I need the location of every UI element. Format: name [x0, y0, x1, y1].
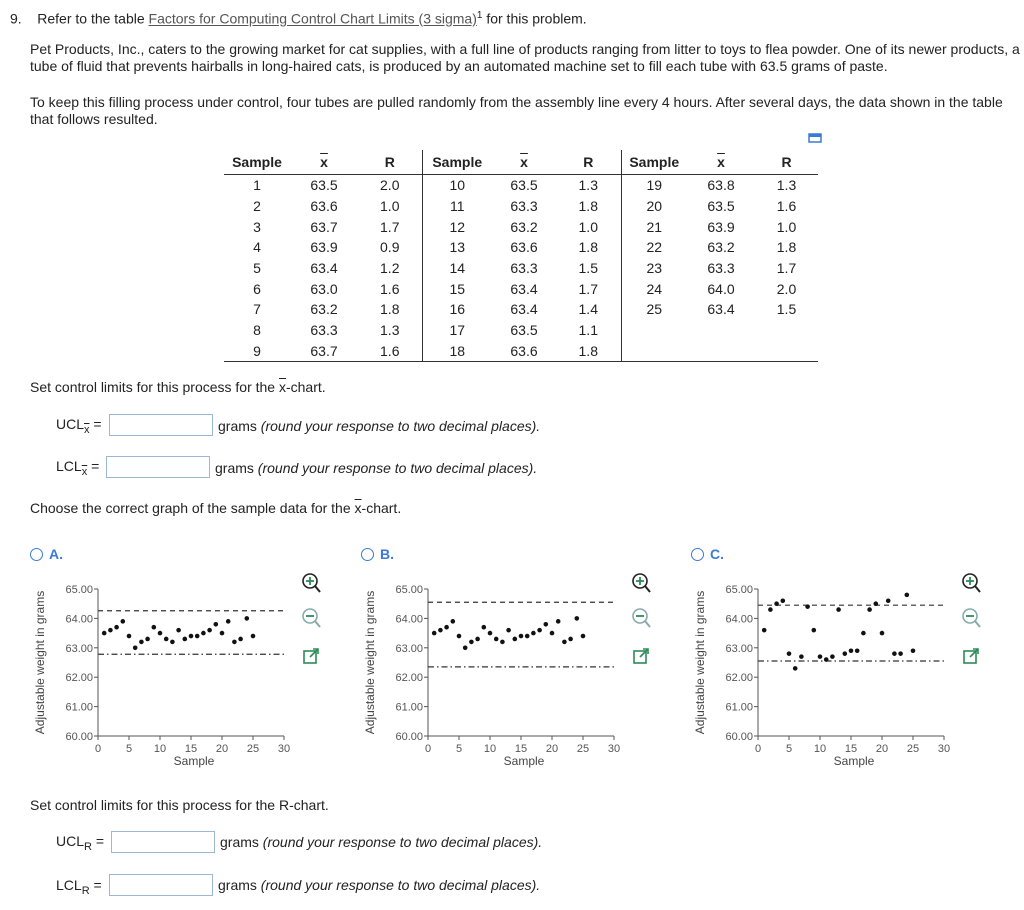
- data-point: [843, 651, 848, 656]
- open-new-window-icon[interactable]: [960, 645, 982, 667]
- copy-data-icon[interactable]: [808, 133, 822, 143]
- y-tick-label: 65.00: [725, 584, 753, 596]
- y-tick-label: 62.00: [395, 672, 423, 685]
- table-cell: 63.3: [510, 198, 538, 215]
- table-cell: 63.2: [707, 239, 735, 256]
- data-point: [774, 601, 779, 606]
- table-cell: 1.0: [776, 218, 797, 235]
- y-tick-label: 64.00: [725, 613, 753, 626]
- data-point: [898, 651, 903, 656]
- graph-prompt-post: -chart.: [361, 500, 402, 516]
- table-cell: 63.3: [707, 260, 735, 277]
- table-cell: 63.6: [310, 198, 338, 215]
- table-cell: 63.4: [310, 260, 338, 277]
- table-row: [224, 237, 818, 258]
- table-cell: 18: [422, 341, 492, 362]
- data-point: [812, 628, 817, 633]
- x-tick-label: 30: [277, 743, 291, 755]
- table-cell: 63.2: [310, 301, 338, 318]
- table-cell: 2: [253, 198, 261, 215]
- y-axis-label: Adjustable weight in grams: [693, 590, 707, 735]
- table-cell: 63.3: [510, 260, 538, 277]
- table-cell: 1.8: [556, 341, 621, 362]
- table-cell: 3: [253, 218, 261, 235]
- table-row: [224, 341, 818, 362]
- table-cell: 6: [253, 280, 261, 297]
- data-point: [849, 648, 854, 653]
- header-sample: Sample: [224, 150, 290, 175]
- x-tick-label: 15: [844, 743, 858, 755]
- ucl-x-unit: grams: [218, 418, 257, 434]
- data-point: [463, 646, 468, 651]
- lcl-x-unit: grams: [215, 460, 254, 476]
- table-cell: 19: [646, 177, 663, 194]
- graph-prompt: [30, 500, 401, 516]
- x-tick-label: 15: [184, 743, 198, 755]
- table-cell: 1.4: [556, 299, 621, 320]
- ucl-x-hint: [218, 418, 540, 434]
- ucl-x-label: [56, 416, 102, 436]
- table-cell: 1: [253, 177, 261, 194]
- table-cell: 4: [253, 239, 261, 256]
- table-cell: [621, 320, 687, 341]
- data-point: [475, 637, 480, 642]
- data-point: [544, 622, 549, 627]
- option-c[interactable]: [691, 546, 724, 562]
- table-cell: 12: [449, 218, 466, 235]
- data-point: [102, 631, 107, 636]
- lcl-r-unit: grams: [218, 877, 257, 893]
- table-cell: 1.5: [556, 258, 621, 279]
- data-point: [226, 619, 231, 624]
- header-xbar: $\overline{x}$: [492, 150, 556, 175]
- lcl-x-sub: x: [81, 465, 88, 478]
- y-tick-label: 63.00: [65, 642, 93, 655]
- table-cell: 1.3: [556, 175, 621, 196]
- table-cell: 1.8: [776, 239, 797, 256]
- table-cell: 16: [449, 301, 466, 318]
- table-cell: 24: [646, 280, 663, 297]
- data-point: [444, 625, 449, 630]
- table-cell: [687, 341, 755, 362]
- ucl-x-input[interactable]: [109, 414, 213, 436]
- data-point: [824, 657, 829, 662]
- table-cell: 25: [646, 301, 663, 318]
- data-point: [500, 640, 505, 645]
- table-cell: 63.9: [310, 239, 338, 256]
- data-point: [220, 631, 225, 636]
- table-cell: 14: [449, 260, 466, 277]
- option-a-label: A.: [49, 546, 63, 562]
- data-point: [805, 604, 810, 609]
- table-cell: 5: [253, 260, 261, 277]
- ucl-x-text: UCL: [56, 416, 85, 432]
- data-point: [164, 637, 169, 642]
- table-cell: 2.0: [776, 280, 797, 297]
- xbar-prompt-var: $\overline{x}$: [278, 379, 286, 395]
- data-point: [880, 631, 885, 636]
- data-point: [158, 631, 163, 636]
- y-tick-label: 61.00: [65, 701, 93, 714]
- header-r: R: [358, 150, 422, 175]
- lcl-r-round: (round your response to two decimal places).: [260, 877, 541, 893]
- ucl-x-eq: =: [93, 416, 102, 432]
- y-tick-label: 62.00: [725, 672, 753, 685]
- table-cell: 21: [646, 218, 663, 235]
- x-axis-label: Sample: [173, 754, 215, 768]
- table-row: [224, 216, 818, 237]
- x-tick-label: 20: [215, 743, 229, 755]
- data-point: [886, 598, 891, 603]
- y-tick-label: 65.00: [395, 584, 423, 596]
- table-cell: 63.9: [707, 218, 735, 235]
- y-tick-label: 64.00: [395, 613, 423, 626]
- table-cell: 1.5: [776, 301, 797, 318]
- y-tick-label: 61.00: [395, 701, 423, 714]
- question-number: 9.: [10, 10, 22, 27]
- header-sample: Sample: [621, 150, 687, 175]
- table-cell: 9: [224, 341, 290, 362]
- data-point: [432, 631, 437, 636]
- intro-pre: Refer to the table: [37, 10, 145, 27]
- data-point: [127, 634, 132, 639]
- x-tick-label: 25: [246, 743, 260, 755]
- table-cell: [687, 320, 755, 341]
- open-new-window-icon[interactable]: [630, 645, 652, 667]
- x-tick-label: 5: [785, 743, 793, 755]
- table-cell: 7: [253, 301, 261, 318]
- intro-post: for this problem.: [486, 10, 587, 27]
- header-r: R: [755, 150, 818, 175]
- x-tick-label: 0: [94, 743, 102, 755]
- y-tick-label: 60.00: [395, 731, 423, 743]
- table-cell: 63.5: [510, 322, 538, 339]
- data-point: [861, 631, 866, 636]
- table-cell: 64.0: [707, 280, 735, 297]
- table-row: [224, 175, 818, 196]
- y-tick-label: 65.00: [65, 584, 93, 596]
- data-point: [170, 640, 175, 645]
- ucl-r-input[interactable]: [111, 831, 215, 853]
- data-point: [251, 634, 256, 639]
- x-tick-label: 0: [424, 743, 432, 755]
- data-point: [905, 593, 910, 598]
- table-cell: 63.4: [707, 301, 735, 318]
- data-point: [114, 625, 119, 630]
- table-cell: 11: [449, 198, 465, 215]
- table-cell: 15: [449, 280, 466, 297]
- problem-paragraph-1: Pet Products, Inc., caters to the growing market for cat supplies, with a full line of products ranging from litter to toys to flea powder. One of its newer products, a tube of fluid that prevents hairballs in long-haired cats, is produced by an automated machine set to fill each tube with 63.5 grams of paste.: [30, 41, 1020, 74]
- table-cell: 1.8: [358, 299, 422, 320]
- y-tick-label: 61.00: [725, 701, 753, 714]
- data-point: [438, 628, 443, 633]
- table-cell: 63.6: [510, 239, 538, 256]
- y-axis-label: Adjustable weight in grams: [33, 590, 47, 735]
- table-cell: 63.0: [310, 280, 338, 297]
- x-tick-label: 20: [545, 743, 559, 755]
- lcl-x-label: [56, 458, 99, 478]
- ucl-r-round: (round your response to two decimal places).: [262, 834, 543, 850]
- problem-paragraph-2: To keep this filling process under control, four tubes are pulled randomly from the assembly line every 4 hours. After several days, the data shown in the table that follows resulted.: [30, 94, 1003, 127]
- x-tick-label: 5: [125, 743, 133, 755]
- table-header-row: [224, 150, 818, 175]
- data-point: [152, 625, 157, 630]
- data-point: [793, 666, 798, 671]
- data-point: [768, 607, 773, 612]
- table-cell: 63.8: [707, 177, 735, 194]
- factors-table-link[interactable]: Factors for Computing Control Chart Limits (3 sigma): [148, 10, 477, 27]
- x-tick-label: 15: [514, 743, 528, 755]
- table-cell: 22: [646, 239, 663, 256]
- option-b[interactable]: [361, 546, 394, 562]
- table-cell: 63.3: [310, 322, 338, 339]
- data-point: [108, 628, 113, 633]
- radio-b[interactable]: [361, 548, 374, 561]
- data-point: [818, 654, 823, 659]
- data-point: [562, 640, 567, 645]
- xbar-prompt-post: -chart.: [285, 379, 326, 395]
- data-point: [121, 619, 126, 624]
- data-point: [189, 634, 194, 639]
- radio-a[interactable]: [30, 548, 43, 561]
- table-row: [224, 299, 818, 320]
- table-cell: 63.7: [310, 218, 338, 235]
- zoom-out-icon[interactable]: [300, 607, 322, 629]
- table-cell: 63.6: [492, 341, 556, 362]
- zoom-in-icon[interactable]: [960, 572, 982, 594]
- x-tick-label: 25: [576, 743, 590, 755]
- ucl-x-sub: x: [84, 423, 90, 436]
- ucl-r-label: [56, 833, 104, 853]
- x-tick-label: 20: [875, 743, 889, 755]
- table-cell: [621, 341, 687, 362]
- data-point: [787, 651, 792, 656]
- header-xbar: $\overline{x}$: [687, 150, 755, 175]
- table-cell: 20: [646, 198, 663, 215]
- table-cell: 1.7: [556, 278, 621, 299]
- data-point: [139, 640, 144, 645]
- zoom-out-icon[interactable]: [630, 607, 652, 629]
- table-cell: 1.7: [358, 216, 422, 237]
- y-tick-label: 63.00: [395, 642, 423, 655]
- data-point: [245, 616, 250, 621]
- data-point: [506, 628, 511, 633]
- chart-a: [30, 575, 300, 780]
- data-point: [575, 616, 580, 621]
- lcl-r-sub: R: [81, 884, 90, 897]
- chart-c: [690, 575, 960, 780]
- data-point: [781, 598, 786, 603]
- x-tick-label: 5: [455, 743, 463, 755]
- data-point: [550, 631, 555, 636]
- y-axis-label: Adjustable weight in grams: [363, 590, 377, 735]
- table-cell: 63.4: [510, 301, 538, 318]
- table-row: [224, 196, 818, 217]
- table-cell: 1.7: [776, 260, 797, 277]
- graph-prompt-var: $\overline{x}$: [354, 500, 362, 516]
- data-point: [482, 625, 487, 630]
- table-cell: 1.3: [776, 177, 797, 194]
- data-table: [224, 150, 818, 362]
- data-point: [469, 640, 474, 645]
- lcl-x-hint: [215, 460, 537, 476]
- open-new-window-icon[interactable]: [300, 645, 322, 667]
- header-xbar: $\overline{x}$: [290, 150, 358, 175]
- table-cell: 1.1: [556, 320, 621, 341]
- data-point: [537, 628, 542, 633]
- ucl-r-sub: R: [84, 840, 92, 853]
- data-point: [183, 637, 188, 642]
- xbar-prompt: [30, 379, 326, 395]
- data-point: [556, 619, 561, 624]
- table-cell: 1.0: [556, 216, 621, 237]
- data-point: [214, 622, 219, 627]
- data-point: [145, 637, 150, 642]
- data-point: [855, 648, 860, 653]
- xbar-prompt-pre: Set control limits for this process for the: [30, 379, 279, 395]
- lcl-r-label: [56, 877, 102, 897]
- chart-b: [360, 575, 630, 780]
- data-point: [874, 601, 879, 606]
- graph-prompt-pre: Choose the correct graph of the sample data for the: [30, 500, 355, 516]
- data-point: [494, 637, 499, 642]
- lcl-r-input[interactable]: [109, 874, 213, 896]
- x-tick-label: 30: [937, 743, 951, 755]
- data-point: [195, 634, 200, 639]
- data-point: [531, 631, 536, 636]
- data-point: [519, 634, 524, 639]
- table-cell: 1.8: [556, 196, 621, 217]
- ucl-r-eq: =: [95, 833, 105, 849]
- table-row: [224, 320, 818, 341]
- table-cell: 63.5: [707, 198, 735, 215]
- table-cell: 63.5: [510, 177, 538, 194]
- y-tick-label: 64.00: [65, 613, 93, 626]
- data-point: [911, 648, 916, 653]
- option-a[interactable]: [30, 546, 63, 562]
- data-point: [133, 646, 138, 651]
- y-tick-label: 63.00: [725, 642, 753, 655]
- data-point: [232, 640, 237, 645]
- header-r: R: [556, 150, 621, 175]
- data-point: [836, 607, 841, 612]
- data-point: [581, 634, 586, 639]
- data-point: [176, 628, 181, 633]
- table-cell: 1.3: [358, 320, 422, 341]
- y-tick-label: 62.00: [65, 672, 93, 685]
- zoom-in-icon[interactable]: [300, 572, 322, 594]
- ucl-r-text: UCL: [56, 833, 85, 849]
- table-cell: 8: [253, 322, 261, 339]
- x-axis-label: Sample: [503, 754, 545, 768]
- table-cell: 1.0: [358, 196, 422, 217]
- data-point: [762, 628, 767, 633]
- lcl-x-eq: =: [91, 458, 100, 474]
- option-b-label: B.: [380, 546, 394, 562]
- lcl-x-round: (round your response to two decimal places).: [257, 460, 538, 476]
- table-cell: 1.6: [776, 198, 797, 215]
- data-point: [238, 637, 243, 642]
- table-cell: 17: [449, 322, 466, 339]
- data-point: [201, 631, 206, 636]
- table-cell: 1.6: [358, 278, 422, 299]
- table-cell: 0.9: [358, 237, 422, 258]
- question-header: [10, 10, 587, 27]
- table-row: [224, 278, 818, 299]
- table-cell: 1.6: [358, 341, 422, 362]
- x-tick-label: 0: [754, 743, 762, 755]
- x-tick-label: 10: [813, 743, 827, 755]
- data-point: [207, 628, 212, 633]
- table-row: [224, 258, 818, 279]
- table-cell: [755, 320, 818, 341]
- x-tick-label: 30: [607, 743, 621, 755]
- table-cell: 63.4: [510, 280, 538, 297]
- table-cell: 10: [449, 177, 466, 194]
- table-cell: 23: [646, 260, 663, 277]
- data-point: [568, 637, 573, 642]
- x-tick-label: 10: [153, 743, 167, 755]
- table-cell: 63.2: [510, 218, 538, 235]
- ucl-x-round: (round your response to two decimal places).: [260, 418, 541, 434]
- x-axis-label: Sample: [833, 754, 875, 768]
- header-sample: Sample: [422, 150, 492, 175]
- ucl-r-hint: [220, 834, 542, 850]
- footnote-marker: 1: [476, 10, 483, 21]
- lcl-r-eq: =: [93, 877, 102, 893]
- data-point: [867, 607, 872, 612]
- ucl-r-unit: grams: [220, 834, 259, 850]
- lcl-x-text: LCL: [56, 458, 82, 474]
- data-point: [892, 651, 897, 656]
- data-point: [451, 619, 456, 624]
- x-tick-label: 10: [483, 743, 497, 755]
- rchart-prompt: Set control limits for this process for the R-chart.: [30, 797, 329, 813]
- zoom-in-icon[interactable]: [630, 572, 652, 594]
- table-cell: 1.2: [358, 258, 422, 279]
- zoom-out-icon[interactable]: [960, 607, 982, 629]
- y-tick-label: 60.00: [65, 731, 93, 743]
- data-point: [457, 634, 462, 639]
- lcl-r-text: LCL: [56, 877, 82, 893]
- table-cell: 63.7: [290, 341, 358, 362]
- data-point: [525, 634, 530, 639]
- option-c-label: C.: [710, 546, 724, 562]
- radio-c[interactable]: [691, 548, 704, 561]
- data-point: [488, 631, 493, 636]
- y-tick-label: 60.00: [725, 731, 753, 743]
- data-point: [513, 637, 518, 642]
- data-point: [799, 654, 804, 659]
- lcl-r-hint: [218, 877, 540, 893]
- table-cell: 1.8: [556, 237, 621, 258]
- table-cell: 13: [449, 239, 466, 256]
- x-tick-label: 25: [906, 743, 920, 755]
- table-cell: [755, 341, 818, 362]
- table-cell: 63.5: [310, 177, 338, 194]
- lcl-x-input[interactable]: [106, 456, 210, 478]
- table-cell: 2.0: [358, 175, 422, 196]
- data-point: [830, 654, 835, 659]
